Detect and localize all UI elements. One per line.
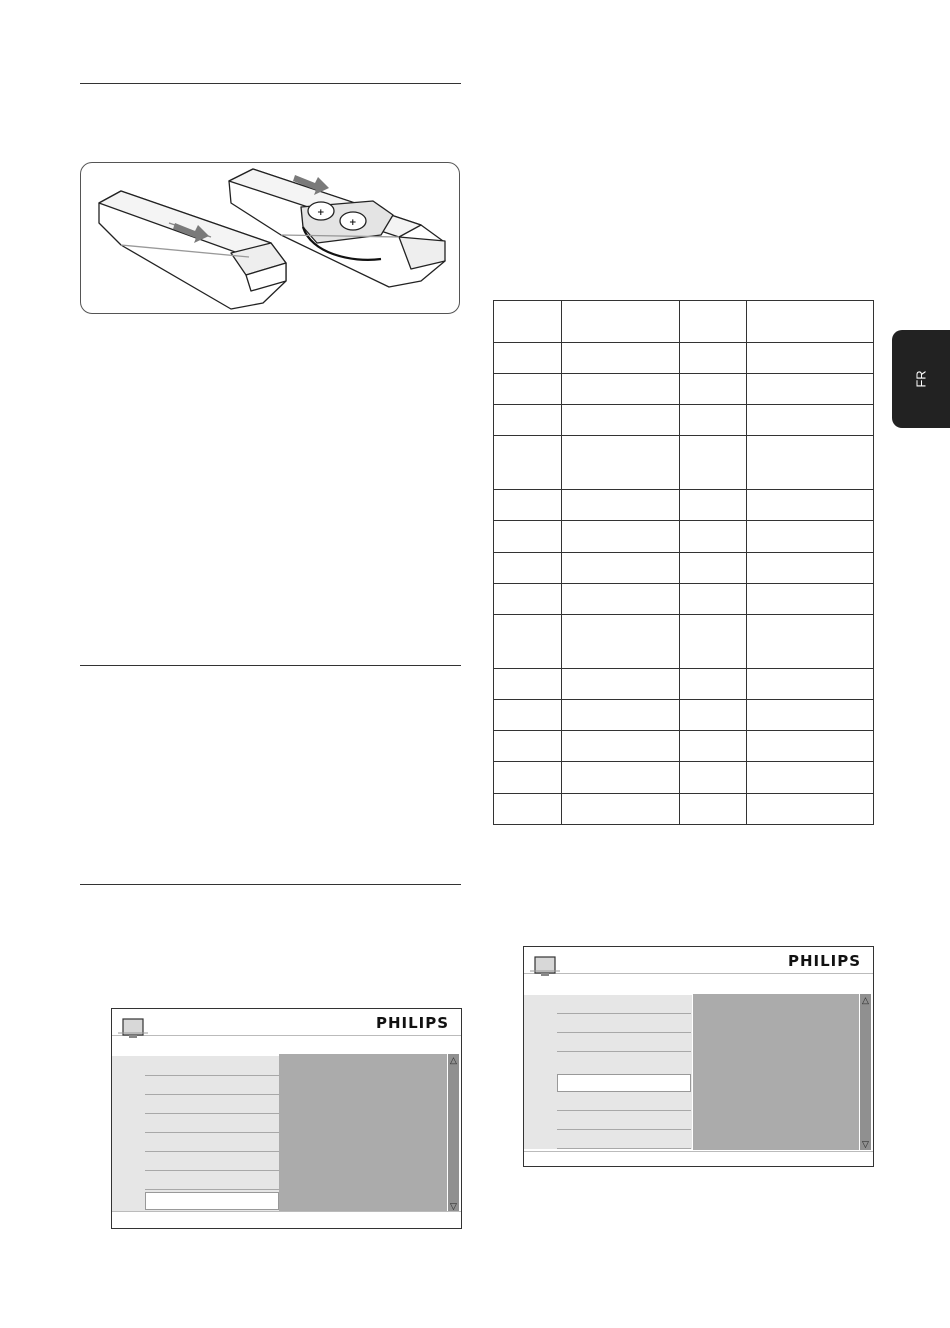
menu-item[interactable] bbox=[557, 1015, 691, 1033]
screen-footer bbox=[524, 1151, 873, 1166]
table-cell bbox=[494, 615, 562, 669]
table-cell bbox=[747, 301, 874, 343]
table-cell bbox=[561, 343, 680, 374]
table-row bbox=[494, 405, 874, 436]
table-cell bbox=[747, 731, 874, 762]
menu-item[interactable] bbox=[145, 1077, 279, 1095]
menu-item[interactable] bbox=[557, 1131, 691, 1149]
tv-icon bbox=[530, 955, 560, 981]
table-row bbox=[494, 436, 874, 490]
table-cell bbox=[747, 490, 874, 521]
table-row bbox=[494, 731, 874, 762]
table-cell bbox=[494, 301, 562, 343]
scrollbar[interactable] bbox=[448, 1054, 459, 1212]
table-cell bbox=[561, 521, 680, 553]
philips-logo: PHILIPS bbox=[376, 1014, 450, 1032]
section-rule-2 bbox=[80, 665, 461, 666]
table-cell bbox=[494, 436, 562, 490]
table-row bbox=[494, 794, 874, 825]
scroll-down-icon[interactable]: ▽ bbox=[862, 1139, 869, 1149]
table-cell bbox=[494, 490, 562, 521]
table-cell bbox=[561, 731, 680, 762]
table-cell bbox=[680, 669, 747, 700]
table-cell bbox=[680, 700, 747, 731]
svg-text:+: + bbox=[317, 208, 325, 218]
table-cell bbox=[561, 794, 680, 825]
screen-footer bbox=[112, 1211, 461, 1228]
table-cell bbox=[561, 584, 680, 615]
scrollbar[interactable] bbox=[860, 994, 871, 1150]
reference-table bbox=[493, 300, 874, 825]
table-cell bbox=[747, 794, 874, 825]
table-cell bbox=[747, 584, 874, 615]
table-row bbox=[494, 584, 874, 615]
table-row bbox=[494, 669, 874, 700]
table-row bbox=[494, 374, 874, 405]
table-cell bbox=[494, 700, 562, 731]
table-cell bbox=[747, 553, 874, 584]
section-rule-3 bbox=[80, 884, 461, 885]
table-row bbox=[494, 553, 874, 584]
menu-item[interactable] bbox=[557, 1034, 691, 1052]
table-cell bbox=[680, 615, 747, 669]
table-cell bbox=[680, 553, 747, 584]
scroll-up-icon[interactable]: △ bbox=[862, 995, 869, 1005]
table-cell bbox=[494, 521, 562, 553]
table-cell bbox=[680, 374, 747, 405]
table-cell bbox=[747, 669, 874, 700]
menu-item[interactable] bbox=[145, 1096, 279, 1114]
table-row bbox=[494, 343, 874, 374]
menu-item[interactable] bbox=[145, 1172, 279, 1190]
tv-icon bbox=[118, 1017, 148, 1043]
table-cell bbox=[680, 343, 747, 374]
table-cell bbox=[561, 669, 680, 700]
table-cell bbox=[494, 584, 562, 615]
table-cell bbox=[680, 436, 747, 490]
table-cell bbox=[680, 794, 747, 825]
table-cell bbox=[494, 405, 562, 436]
table-row bbox=[494, 301, 874, 343]
table-cell bbox=[561, 405, 680, 436]
table-cell bbox=[747, 436, 874, 490]
menu-item[interactable] bbox=[145, 1134, 279, 1152]
table-cell bbox=[561, 762, 680, 794]
table-cell bbox=[494, 794, 562, 825]
table-cell bbox=[680, 731, 747, 762]
table-cell bbox=[747, 700, 874, 731]
table-cell bbox=[680, 405, 747, 436]
menu-item[interactable] bbox=[145, 1115, 279, 1133]
menu-item[interactable] bbox=[557, 1112, 691, 1130]
table-cell bbox=[747, 762, 874, 794]
table-cell bbox=[494, 731, 562, 762]
remote-control-drawing bbox=[81, 163, 458, 312]
remote-battery-illustration bbox=[80, 162, 460, 314]
table-cell bbox=[561, 436, 680, 490]
table-cell bbox=[680, 584, 747, 615]
tv-menu-screen-right bbox=[523, 946, 874, 1167]
menu-item[interactable] bbox=[145, 1153, 279, 1171]
language-tab[interactable] bbox=[892, 330, 950, 428]
table-cell bbox=[494, 553, 562, 584]
table-cell bbox=[561, 700, 680, 731]
table-cell bbox=[494, 374, 562, 405]
table-row bbox=[494, 521, 874, 553]
table-cell bbox=[747, 615, 874, 669]
table-cell bbox=[494, 669, 562, 700]
table-row bbox=[494, 700, 874, 731]
philips-logo: PHILIPS bbox=[788, 952, 862, 970]
scroll-down-icon[interactable]: ▽ bbox=[450, 1201, 457, 1211]
table-cell bbox=[561, 374, 680, 405]
section-rule-1 bbox=[80, 83, 461, 84]
table-cell bbox=[561, 490, 680, 521]
table-cell bbox=[561, 301, 680, 343]
screen-header bbox=[112, 1009, 461, 1036]
table-row bbox=[494, 490, 874, 521]
table-row bbox=[494, 615, 874, 669]
table-cell bbox=[747, 343, 874, 374]
menu-item-selected[interactable] bbox=[557, 1074, 691, 1092]
menu-item[interactable] bbox=[557, 996, 691, 1014]
table-cell bbox=[561, 553, 680, 584]
info-panel bbox=[693, 994, 859, 1150]
tv-menu-screen-left bbox=[111, 1008, 462, 1229]
table-cell bbox=[561, 615, 680, 669]
menu-item[interactable] bbox=[145, 1058, 279, 1076]
table-cell bbox=[494, 343, 562, 374]
table-cell bbox=[680, 762, 747, 794]
svg-text:+: + bbox=[349, 218, 357, 228]
table-row bbox=[494, 762, 874, 794]
language-tab-label: FR bbox=[913, 370, 929, 388]
table-cell bbox=[747, 521, 874, 553]
table-cell bbox=[747, 374, 874, 405]
scroll-up-icon[interactable]: △ bbox=[450, 1055, 457, 1065]
menu-item-selected[interactable] bbox=[145, 1192, 279, 1210]
table-cell bbox=[680, 490, 747, 521]
screen-header bbox=[524, 947, 873, 974]
table-cell bbox=[494, 762, 562, 794]
table-cell bbox=[680, 521, 747, 553]
table-cell bbox=[680, 301, 747, 343]
table-cell bbox=[747, 405, 874, 436]
menu-item[interactable] bbox=[557, 1093, 691, 1111]
info-panel bbox=[279, 1054, 447, 1212]
